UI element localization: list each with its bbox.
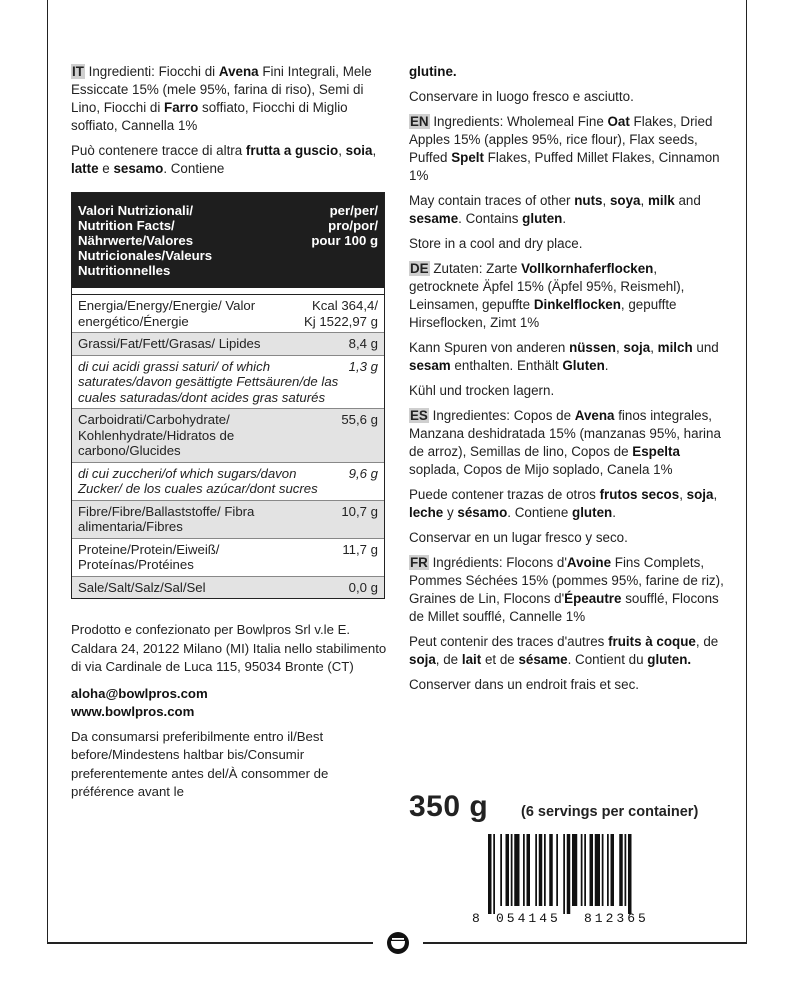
nutrition-label: Carboidrati/Carbohydrate/ Kohlenhydrate/Hidratos de carbono/Glucides	[78, 412, 235, 458]
nutrition-label: Energia/Energy/Energie/ Valor energético/Énergie	[78, 298, 256, 329]
de-ingredients	[409, 260, 729, 332]
barcode-bar	[611, 834, 615, 906]
text-run: Ingredientes: Copos de	[428, 408, 575, 423]
barcode-bar	[535, 834, 537, 906]
nutrition-label: Sale/Salt/Salz/Sal/Sel	[78, 579, 206, 595]
barcode-bar	[625, 834, 627, 906]
allergen-bold: sesame	[409, 211, 459, 226]
text-run: et de	[481, 652, 519, 667]
allergen-bold: fruits à coque	[608, 634, 696, 649]
barcode-bar	[506, 834, 510, 906]
allergen-bold: sesamo	[113, 161, 164, 176]
barcode-bar	[500, 834, 502, 906]
text-run: ,	[372, 143, 377, 158]
text-run: , gepuffte Hirseflocken, Zimt 1%	[409, 297, 677, 330]
barcode-bar	[619, 834, 623, 906]
nutrition-table	[71, 192, 385, 599]
it-allergens-cont	[409, 63, 729, 81]
header-line: Nutrition Facts/	[78, 218, 175, 233]
nutrition-row	[72, 539, 384, 577]
barcode-bar	[544, 834, 546, 906]
text-run: Ingredienti: Fiocchi di	[84, 64, 219, 79]
it-storage: Conservare in luogo fresco e asciutto.	[409, 89, 634, 104]
barcode-digits-right: 812365	[584, 911, 649, 926]
barcode-digit-lead: 8	[472, 911, 480, 926]
barcode-bar	[563, 834, 565, 914]
text-run: e	[98, 161, 114, 176]
nutrition-header-title	[78, 203, 212, 278]
text-run: Fini Integrali, Mele Essiccate 15% (mele 95%, farina di riso), Semi di Lino, Fiocchi di	[71, 64, 372, 115]
en-storage: Store in a cool and dry place.	[409, 236, 583, 251]
text-run: ,	[338, 143, 346, 158]
text-run: Ingredients: Wholemeal Fine	[429, 114, 608, 129]
barcode-bar	[581, 834, 583, 906]
text-run: enthalten. Enthält	[450, 358, 563, 373]
text-run: ,	[679, 487, 687, 502]
fr-allergens	[409, 633, 729, 669]
header-line: Nährwerte/Valores	[78, 233, 194, 248]
it-ingredients	[71, 63, 387, 135]
header-line: pour 100 g	[311, 233, 378, 248]
lang-tag-es: ES	[410, 408, 428, 423]
left-column	[71, 63, 387, 810]
barcode-bar	[602, 834, 604, 906]
nutrition-label: di cui zuccheri/of which sugars/davon Zucker/ de los cuales azúcar/dont sucres	[78, 465, 318, 496]
nutrition-row	[72, 356, 384, 410]
allergen-bold: Oat	[607, 114, 630, 129]
allergen-bold: Dinkelflocken	[533, 297, 621, 312]
lang-tag-en: EN	[410, 114, 429, 129]
nutrition-label: di cui acidi grassi saturi/ of which saturates/davon gesättigte Fettsäuren/de las cuales saturadas/dont acides gras saturés	[78, 358, 339, 405]
text-run: Flakes, Puffed Millet Flakes, Cinnamon 1%	[409, 150, 720, 183]
text-run: Può contenere tracce di altra	[71, 143, 246, 158]
nutrition-value: 9,6 g	[348, 465, 378, 481]
allergen-bold: leche	[409, 505, 444, 520]
text-run: soufflé, Flocons de Millet soufflé, Cannelle 1%	[409, 591, 719, 624]
text-run: soplada, Copos de Mijo soplado, Canela 1%	[409, 462, 673, 477]
text-run: finos integrales, Manzana deshidratada 15% (manzanas 95%, harina de arroz), Semillas de lino, Copos de	[409, 408, 721, 459]
allergen-bold: Avena	[218, 64, 259, 79]
allergen-bold: Gluten	[562, 358, 605, 373]
es-storage: Conservar en un lugar fresco y seco.	[409, 530, 628, 545]
text-run: Zutaten: Zarte	[429, 261, 522, 276]
it-allergens	[71, 142, 387, 178]
text-run: Puede contener trazas de otros	[409, 487, 600, 502]
nutrition-value: 11,7 g	[342, 541, 378, 557]
allergen-bold: Avena	[574, 408, 615, 423]
servings-per-container: (6 servings per container)	[521, 804, 699, 820]
contact-website: www.bowlpros.com	[71, 704, 195, 719]
de-allergens	[409, 339, 729, 375]
bottom-divider-left	[47, 942, 373, 944]
barcode-bar	[493, 834, 495, 914]
de-storage: Kühl und trocken lagern.	[409, 383, 555, 398]
allergen-bold: Épeautre	[564, 591, 622, 606]
contact-email: aloha@bowlpros.com	[71, 685, 208, 701]
allergen-bold: sésamo	[457, 505, 508, 520]
nutrition-gap	[72, 288, 384, 295]
text-run: .	[612, 505, 616, 520]
nutrition-value: 55,6 g	[341, 412, 378, 427]
text-run: Flakes, Dried Apples 15% (apples 95%, rice flour), Flax seeds, Puffed	[409, 114, 713, 165]
allergen-bold: glutine.	[409, 64, 457, 79]
nutrition-value: 10,7 g	[341, 503, 378, 519]
allergen-bold: frutta a guscio	[245, 143, 339, 158]
text-run: Ingrédients: Flocons d'	[428, 555, 567, 570]
lang-tag-de: DE	[410, 261, 429, 276]
en-allergens	[409, 192, 729, 228]
text-run: soffiato, Fiocchi di Miglio soffiato, Cannella 1%	[71, 100, 348, 133]
allergen-bold: soja	[686, 487, 714, 502]
barcode-bar	[607, 834, 609, 906]
allergen-bold: Espelta	[632, 444, 680, 459]
allergen-bold: soya	[609, 193, 641, 208]
text-run: ,	[602, 193, 610, 208]
allergen-bold: Spelt	[451, 150, 484, 165]
text-run: Peut contenir des traces d'autres	[409, 634, 609, 649]
allergen-bold: soia	[345, 143, 373, 158]
allergen-bold: nüssen	[569, 340, 616, 355]
barcode-bar	[527, 834, 531, 906]
text-run: ,	[713, 487, 718, 502]
bowl-logo-icon	[385, 930, 411, 956]
allergen-bold: milch	[657, 340, 693, 355]
allergen-bold: lait	[461, 652, 482, 667]
allergen-bold: sesam	[409, 358, 451, 373]
allergen-bold: sésame	[518, 652, 568, 667]
nutrition-label: Proteine/Protein/Eiweiß/ Proteínas/Protéines	[78, 541, 220, 572]
barcode-bar	[590, 834, 594, 906]
barcode-bar	[488, 834, 492, 914]
header-line: pro/por/	[328, 218, 378, 233]
barcode-bar	[523, 834, 525, 906]
allergen-bold: nuts	[574, 193, 603, 208]
text-run: ,	[615, 340, 624, 355]
es-ingredients	[409, 407, 729, 479]
header-line: Nutritionnelles	[78, 263, 171, 278]
fr-storage: Conserver dans un endroit frais et sec.	[409, 677, 639, 692]
header-line: per/per/	[329, 203, 378, 218]
barcode-bar	[511, 834, 513, 906]
text-run: . Contient du	[567, 652, 648, 667]
lang-tag-fr: FR	[410, 555, 428, 570]
allergen-bold: Vollkornhaferflocken	[521, 261, 654, 276]
allergen-bold: gluten	[572, 505, 613, 520]
barcode-bar	[572, 834, 577, 906]
text-run: Kann Spuren von anderen	[409, 340, 570, 355]
producer-address: Prodotto e confezionato per Bowlpros Srl v.le E. Caldara 24, 20122 Milano (MI) Italia nello stabilimento di via Cardinale de Luca 115, 95034 Bronte (CT)	[71, 622, 387, 674]
allergen-bold: milk	[647, 193, 675, 208]
nutrition-value: 8,4 g	[348, 336, 378, 351]
allergen-bold: Farro	[164, 100, 199, 115]
en-ingredients	[409, 113, 729, 185]
barcode-bar	[556, 834, 558, 906]
nutrition-value: 1,3 g	[348, 358, 378, 374]
barcode-bar	[549, 834, 553, 906]
nutrition-row	[72, 501, 384, 539]
text-run: .	[562, 211, 567, 226]
text-run: . Contiene	[507, 505, 573, 520]
nutrition-row	[72, 295, 384, 333]
nutrition-label: Grassi/Fat/Fett/Grasas/ Lipides	[78, 336, 261, 351]
barcode-bar	[567, 834, 571, 914]
nutrition-row	[72, 463, 384, 501]
nutrition-row	[72, 333, 384, 356]
fr-ingredients	[409, 554, 729, 626]
barcode-digits-left: 054145	[496, 911, 561, 926]
net-weight: 350 g	[409, 790, 489, 823]
nutrition-header-per	[311, 203, 378, 278]
contact-block	[71, 685, 387, 722]
allergen-bold: soja	[623, 340, 651, 355]
barcode-bar	[539, 834, 543, 906]
header-line: Valori Nutrizionali/	[78, 203, 194, 218]
text-run: y	[443, 505, 458, 520]
nutrition-row	[72, 409, 384, 463]
nutrition-value: Kcal 364,4/ Kj 1522,97 g	[303, 298, 378, 329]
allergen-bold: gluten.	[647, 652, 692, 667]
bottom-divider-right	[423, 942, 747, 944]
lang-tag-it: IT	[72, 64, 84, 79]
barcode-bar	[514, 834, 519, 906]
text-run: , de	[695, 634, 719, 649]
text-run: . Contains	[458, 211, 523, 226]
text-run: May contain traces of other	[409, 193, 575, 208]
text-run: , de	[435, 652, 462, 667]
text-run: .	[604, 358, 609, 373]
nutrition-label: Fibre/Fibre/Ballaststoffe/ Fibra alimentaria/Fibres	[78, 503, 255, 534]
nutrition-row	[72, 577, 384, 599]
barcode-bar	[595, 834, 600, 906]
nutrition-header	[72, 193, 384, 288]
text-run: ,	[640, 193, 648, 208]
header-line: Nutricionales/Valeurs	[78, 248, 213, 263]
text-run: . Contiene	[163, 161, 225, 176]
barcode-bar	[584, 834, 586, 906]
barcode	[470, 834, 670, 926]
best-before-text: Da consumarsi preferibilmente entro il/Best before/Mindestens haltbar bis/Consumir preferentemente antes del/À consommer de préférence avant le	[71, 728, 329, 799]
text-run: Fins Complets, Pommes Séchées 15% (pommes 95%, farine de riz), Graines de Lin, Flocons d'	[409, 555, 724, 606]
allergen-bold: gluten	[522, 211, 563, 226]
text-run: und	[692, 340, 719, 355]
nutrition-value: 0,0 g	[348, 579, 378, 595]
text-run: and	[674, 193, 701, 208]
allergen-bold: Avoine	[566, 555, 612, 570]
es-allergens	[409, 486, 729, 522]
text-run: , getrocknete Äpfel 15% (Äpfel 95%, Reismehl), Leinsamen, gepuffte	[409, 261, 685, 312]
barcode-bar	[628, 834, 632, 914]
allergen-bold: soja	[409, 652, 436, 667]
text-run: ,	[650, 340, 658, 355]
allergen-bold: latte	[71, 161, 99, 176]
right-column	[409, 63, 729, 701]
allergen-bold: frutos secos	[599, 487, 680, 502]
